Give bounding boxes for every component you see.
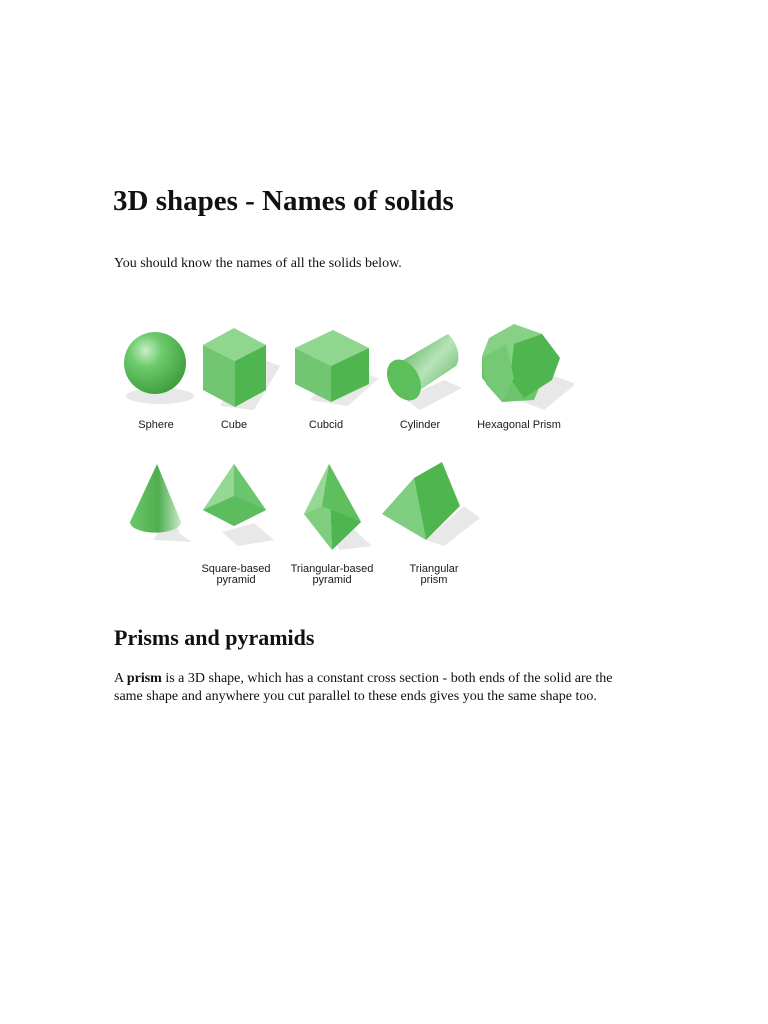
shape-label-cylinder: Cylinder [399, 419, 441, 431]
prism-term: prism [126, 671, 162, 686]
intro-text: You should know the names of all the solids below. [114, 256, 402, 271]
hexagonal-prism-shape [482, 324, 574, 410]
shape-label-triangular-prism-1: Triangular [409, 563, 459, 575]
cuboid-shape [295, 330, 379, 406]
solids-figure [114, 318, 574, 590]
cone-shape [130, 464, 192, 542]
page-title: 3D shapes - Names of solids [113, 185, 454, 217]
shape-label-square-pyramid-1: Square-based [201, 563, 271, 575]
shape-label-cuboid: Cubcid [308, 419, 344, 431]
section-heading: Prisms and pyramids [114, 625, 315, 650]
paragraph-prefix: A [114, 671, 127, 686]
shape-label-triangular-pyramid-2: pyramid [312, 574, 352, 586]
shape-label-triangular-prism-2: prism [420, 574, 448, 586]
sphere-shape [124, 332, 194, 404]
shape-label-triangular-pyramid-1: Triangular-based [290, 563, 374, 575]
shape-label-hexagonal-prism: Hexagonal Prism [477, 419, 561, 431]
triangular-pyramid-shape [304, 464, 372, 550]
shape-label-square-pyramid-2: pyramid [216, 574, 256, 586]
cube-shape [203, 328, 280, 410]
square-pyramid-shape [203, 464, 274, 546]
triangular-prism-shape [382, 462, 480, 546]
cylinder-shape [380, 334, 462, 410]
paragraph-line-1: is a 3D shape, which has a constant cross section - both ends of the solid are the [161, 671, 613, 686]
shape-label-sphere: Sphere [138, 419, 174, 431]
prism-paragraph [114, 670, 674, 706]
paragraph-line-2: same shape and anywhere you cut parallel to these ends gives you the same shape too. [114, 689, 597, 704]
shape-label-cube: Cube [220, 419, 248, 431]
